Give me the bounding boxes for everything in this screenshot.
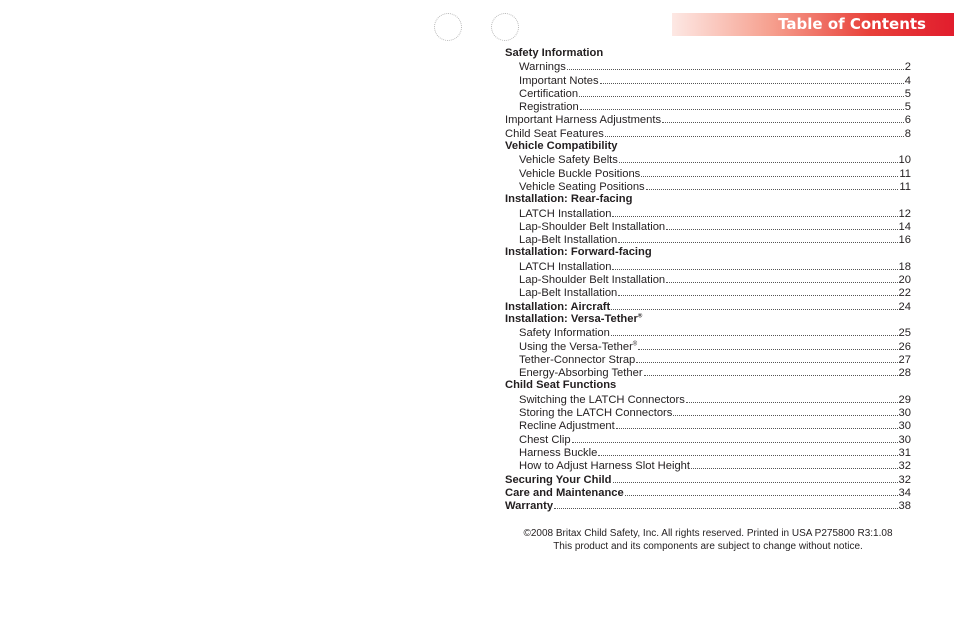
toc-entry-label-text: Important Notes [519,74,599,87]
toc-entry-label-text: Warnings [519,61,566,74]
toc-entry [505,74,911,87]
toc-entry [505,273,911,286]
dot-leader [567,60,904,70]
toc-entry-label-text: Safety Information [505,47,604,59]
toc-entry [505,419,911,432]
toc-entry [505,340,911,353]
toc-entry [505,153,911,166]
toc-section-heading [505,486,911,499]
toc-entry [505,87,911,100]
dot-leader [612,260,897,270]
toc-page-number: 28 [898,367,911,380]
toc-entry-label [505,474,612,487]
toc-entry-label [505,128,604,141]
table-of-contents [505,47,911,512]
toc-entry [505,326,911,339]
dot-leader [618,286,897,296]
toc-entry-label [519,460,690,473]
toc-entry-label [519,367,643,380]
dot-leader [613,473,898,483]
copyright-text: ©2008 Britax Child Safety, Inc. All rights reserved. Printed in USA P275800 R3:1.08 [523,528,893,539]
toc-entry [505,459,911,472]
dot-leader [636,353,897,363]
toc-entry-label [505,47,603,60]
toc-entry-label [505,246,652,259]
toc-entry-label [519,181,645,194]
dot-leader [618,233,897,243]
toc-entry-label [505,313,642,326]
registered-mark: ® [632,340,638,347]
toc-entry-label-text: Lap-Belt Installation [519,287,618,300]
toc-entry-label-text: Warranty [505,500,554,513]
toc-entry-label-text: How to Adjust Harness Slot Height [519,460,691,473]
toc-entry-label-text: Important Harness Adjustments [505,114,662,127]
dot-leader [612,207,897,217]
toc-entry [505,446,911,459]
toc-section-heading [505,473,911,486]
toc-entry-label-text: Lap-Shoulder Belt Installation [519,220,666,233]
dot-leader [554,499,897,509]
toc-entry-label [519,208,611,221]
toc-section-heading [505,499,911,512]
toc-entry-label-text: Vehicle Safety Belts [519,154,618,167]
toc-entry-label [519,75,599,88]
toc-entry-label-text: Lap-Belt Installation [519,234,618,247]
toc-entry-label [519,101,579,114]
toc-entry-label-text: Chest Clip [519,433,571,446]
toc-page-number: 30 [898,433,911,446]
toc-entry-label [505,487,624,500]
toc-page-number: 30 [898,407,911,420]
toc-entry-label [519,327,610,340]
registered-mark: ® [637,313,643,320]
toc-page-number: 10 [898,154,911,167]
dot-leader [611,300,897,310]
toc-entry [505,433,911,446]
toc-entry-label [519,407,672,420]
toc-page-number: 31 [898,446,911,459]
toc-entry [505,366,911,379]
toc-entry [505,207,911,220]
toc-entry-label-text: Child Seat Features [505,127,604,140]
toc-page-number: 4 [904,74,911,87]
dot-leader [646,180,899,190]
toc-page-number: 16 [898,234,911,247]
toc-entry-label [519,354,635,367]
toc-entry [505,353,911,366]
toc-page-number: 38 [898,500,911,513]
toc-entry-label-text: Vehicle Compatibility [505,140,618,153]
toc-section-heading [505,313,911,326]
dot-leader [641,167,898,177]
page-title: Table of Contents [778,15,926,33]
dot-leader [686,393,898,403]
toc-entry [505,220,911,233]
toc-section-heading [505,300,911,313]
dot-leader [611,326,898,336]
toc-entry-label-text: Installation: Rear-facing [505,193,633,206]
toc-entry [505,286,911,299]
toc-entry-label [519,221,665,234]
toc-entry-label [505,500,553,513]
toc-section-heading [505,193,911,206]
toc-section-heading [505,47,911,60]
toc-entry-label-text: Vehicle Seating Positions [519,180,645,193]
toc-page-number: 5 [904,87,911,100]
toc-entry-label-text: Storing the LATCH Connectors [519,407,673,420]
toc-entry-label [519,434,571,447]
toc-page-number: 5 [904,101,911,114]
toc-entry-label [519,274,665,287]
toc-entry-label-text: Securing Your Child [505,473,612,486]
toc-entry-label [519,88,578,101]
toc-page-number: 18 [898,260,911,273]
toc-entry [505,406,911,419]
toc-entry-label-text: Care and Maintenance [505,486,624,499]
toc-page-number: 29 [898,393,911,406]
dot-leader [691,459,898,469]
toc-page-number: 24 [898,300,911,313]
change-notice-text: This product and its components are subject to change without notice. [553,541,863,552]
toc-entry-label-text: Installation: Aircraft [505,300,611,313]
toc-entry-label [519,234,617,247]
dot-leader [579,87,904,97]
toc-entry-label-text: Certification [519,87,579,100]
toc-section-heading [505,246,911,259]
toc-page-number: 11 [899,180,911,193]
toc-entry-label [519,61,566,74]
toc-entry-label [519,341,637,354]
toc-entry-label [505,301,610,314]
dot-leader [673,406,897,416]
toc-entry-label [519,261,611,274]
toc-page-number: 2 [904,61,911,74]
toc-entry-label-text: Installation: Forward-facing [505,246,652,259]
toc-page-number: 26 [898,340,911,353]
toc-entry [505,60,911,73]
dot-leader [666,220,897,230]
toc-entry [505,167,911,180]
toc-page-number: 34 [898,486,911,499]
dot-leader [600,74,904,84]
toc-entry [505,113,911,126]
dot-leader [616,419,898,429]
dot-leader [572,433,898,443]
toc-entry-label [519,394,685,407]
toc-entry-label-text: Energy-Absorbing Tether [519,367,643,380]
toc-entry-label-text: Tether-Connector Strap [519,353,636,366]
toc-entry-label-text: Safety Information [519,327,610,340]
toc-entry [505,180,911,193]
toc-entry-label-text: Vehicle Buckle Positions [519,167,641,180]
dot-leader [666,273,897,283]
toc-page-number: 14 [898,220,911,233]
toc-entry-label [519,168,640,181]
toc-entry-label-text: Recline Adjustment [519,420,615,433]
registration-mark-circle [434,13,462,41]
dot-leader [644,366,898,376]
toc-entry-label [505,140,618,153]
toc-entry-label-text: Child Seat Functions [505,379,617,392]
dot-leader [638,340,897,350]
toc-entry-label-text: Switching the LATCH Connectors [519,393,685,406]
toc-entry-label [505,114,661,127]
toc-entry-label [519,287,617,300]
toc-entry-label [505,193,632,206]
toc-section-heading [505,140,911,153]
toc-entry-label-text: Harness Buckle [519,446,598,459]
toc-entry-label-text: Installation: Versa-Tether [505,312,638,325]
toc-entry [505,127,911,140]
toc-page-number: 32 [898,460,911,473]
toc-page-number: 30 [898,420,911,433]
toc-entry [505,393,911,406]
dot-leader [580,100,904,110]
toc-entry [505,233,911,246]
toc-page-number: 8 [904,127,911,140]
toc-page-number: 11 [899,167,911,180]
toc-page-number: 6 [904,114,911,127]
registration-mark-circle [491,13,519,41]
dot-leader [662,113,904,123]
toc-page-number: 12 [898,207,911,220]
toc-entry-label-text: LATCH Installation [519,207,612,220]
toc-entry-label-text: Lap-Shoulder Belt Installation [519,274,666,287]
toc-page-number: 22 [898,287,911,300]
dot-leader [605,127,904,137]
toc-page-number: 27 [898,353,911,366]
toc-entry-label [519,420,615,433]
dot-leader [598,446,897,456]
toc-section-heading [505,379,911,392]
toc-entry-label-text: LATCH Installation [519,260,612,273]
toc-entry-label-text: Using the Versa-Tether [519,340,633,353]
toc-entry-label [519,447,597,460]
toc-entry [505,260,911,273]
dot-leader [619,153,898,163]
toc-entry-label [519,154,618,167]
toc-page-number: 32 [898,473,911,486]
toc-entry-label-text: Registration [519,101,579,114]
header-banner [672,13,954,36]
dot-leader [625,486,898,496]
toc-page-number: 20 [898,274,911,287]
toc-entry [505,100,911,113]
toc-entry-label [505,379,616,392]
toc-page-number: 25 [898,327,911,340]
